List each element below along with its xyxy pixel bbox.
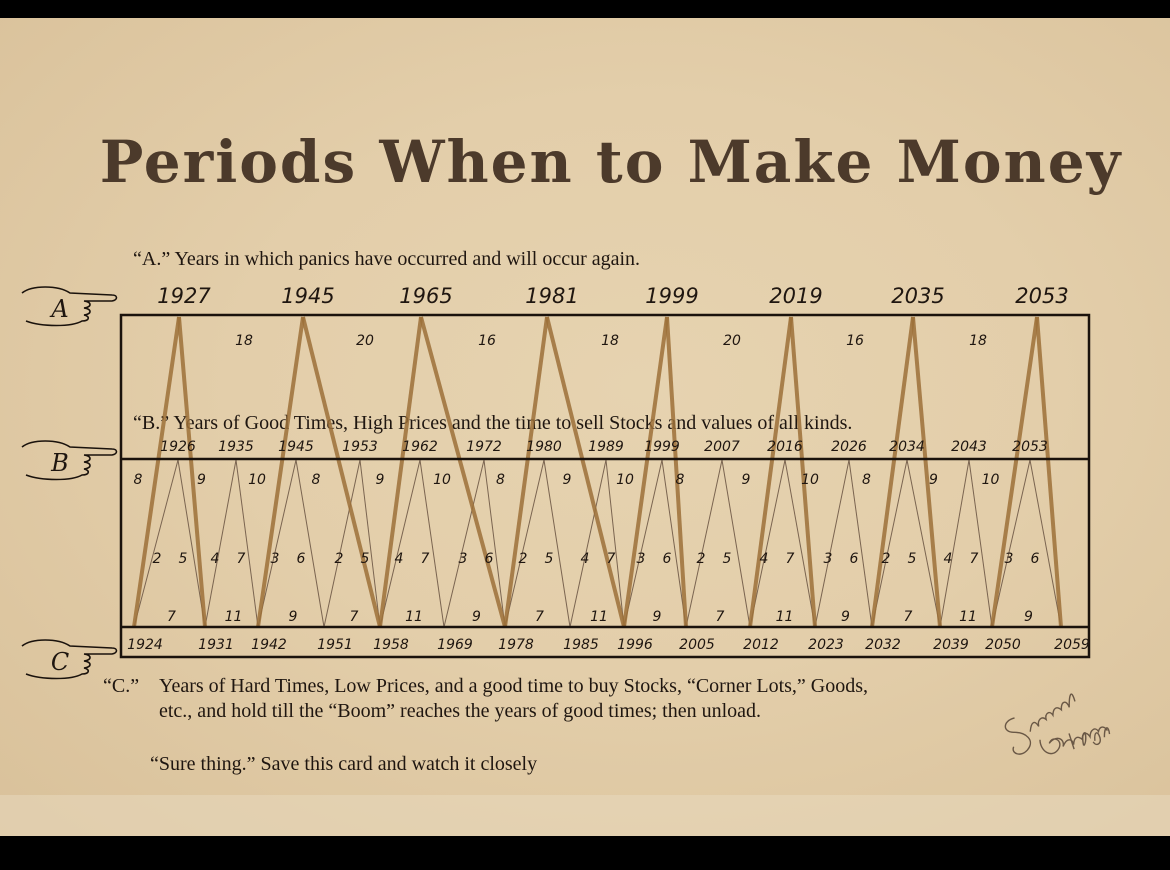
b-interval-label: 8 xyxy=(311,472,321,488)
mid-pair-label: 7 xyxy=(606,551,616,567)
c-year-label: 1951 xyxy=(317,637,353,653)
row-label-c: C xyxy=(50,648,70,676)
b-year-label: 1945 xyxy=(278,439,314,455)
mid-pair-label: 6 xyxy=(484,551,494,567)
mid-pair-label: 3 xyxy=(458,551,468,567)
c-year-label: 1969 xyxy=(437,637,473,653)
mid-pair-label: 5 xyxy=(544,551,554,567)
c-year-label: 1958 xyxy=(373,637,409,653)
c-interval-label: 7 xyxy=(715,609,725,625)
c-interval-label: 11 xyxy=(405,609,423,625)
c-interval-label: 9 xyxy=(472,609,481,625)
mid-pair-label: 5 xyxy=(722,551,732,567)
caption-c-line1: Years of Hard Times, Low Prices, and a good time to buy Stocks, “Corner Lots,” Goods, xyxy=(159,675,869,697)
mid-pair-label: 5 xyxy=(178,551,188,567)
b-year-label: 2026 xyxy=(831,439,867,455)
a-interval-label: 18 xyxy=(235,333,253,349)
c-year-label: 2023 xyxy=(808,637,844,653)
caption-c-label: “C.” xyxy=(103,675,140,697)
c-interval-label: 11 xyxy=(224,609,243,625)
b-year-label: 1989 xyxy=(588,439,624,455)
b-interval-label: 8 xyxy=(675,472,685,488)
mid-pair-label: 7 xyxy=(969,551,979,567)
c-year-label: 2032 xyxy=(865,637,901,653)
mid-pair-label: 3 xyxy=(636,551,646,567)
c-interval-label: 11 xyxy=(590,609,608,625)
b-year-label: 2034 xyxy=(889,439,925,455)
b-year-label: 1972 xyxy=(466,439,502,455)
mid-pair-label: 4 xyxy=(943,551,953,567)
c-interval-label: 7 xyxy=(167,609,176,625)
b-year-label: 1980 xyxy=(526,439,562,455)
a-interval-label: 18 xyxy=(969,333,987,349)
c-year-label: 2059 xyxy=(1054,637,1090,653)
c-year-label: 2005 xyxy=(679,637,715,653)
a-interval-label: 20 xyxy=(356,333,374,349)
b-interval-label: 9 xyxy=(741,472,751,488)
mid-pair-label: 6 xyxy=(662,551,672,567)
c-interval-label: 9 xyxy=(841,609,850,625)
caption-note: “Sure thing.” Save this card and watch it closely xyxy=(150,753,538,775)
c-year-label: 2039 xyxy=(933,637,969,653)
a-interval-label: 16 xyxy=(846,333,864,349)
a-year-label: 1999 xyxy=(645,284,699,308)
b-interval-label: 8 xyxy=(133,472,143,488)
a-year-label: 2019 xyxy=(769,284,823,308)
mid-pair-label: 2 xyxy=(881,551,891,567)
b-interval-label: 8 xyxy=(496,472,505,488)
page-title: Periods When to Make Money xyxy=(99,128,1123,196)
mid-pair-label: 2 xyxy=(696,551,706,567)
b-year-label: 1999 xyxy=(644,439,680,455)
mid-pair-label: 5 xyxy=(360,551,370,567)
mid-pair-label: 7 xyxy=(236,551,246,567)
b-interval-label: 8 xyxy=(862,472,871,488)
b-interval-label: 9 xyxy=(197,472,206,488)
b-interval-label: 10 xyxy=(616,472,634,488)
b-interval-label: 10 xyxy=(433,472,451,488)
mid-pair-label: 4 xyxy=(759,551,769,567)
a-year-label: 1945 xyxy=(281,284,335,308)
mid-pair-label: 2 xyxy=(334,551,344,567)
mid-pair-label: 4 xyxy=(394,551,404,567)
c-year-label: 2012 xyxy=(743,637,779,653)
c-interval-label: 11 xyxy=(775,609,794,625)
a-year-label: 1927 xyxy=(157,284,211,308)
c-interval-label: 7 xyxy=(535,609,544,625)
mid-pair-label: 6 xyxy=(1030,551,1040,567)
c-interval-label: 7 xyxy=(903,609,913,625)
b-interval-label: 9 xyxy=(562,472,572,488)
a-year-label: 1965 xyxy=(399,284,453,308)
b-year-label: 2007 xyxy=(704,439,740,455)
mid-pair-label: 3 xyxy=(1004,551,1014,567)
c-year-label: 2050 xyxy=(985,637,1021,653)
mid-pair-label: 6 xyxy=(849,551,859,567)
c-interval-label: 7 xyxy=(349,609,359,625)
c-interval-label: 9 xyxy=(288,609,298,625)
mid-pair-label: 4 xyxy=(210,551,220,567)
c-year-label: 1942 xyxy=(251,637,287,653)
a-interval-label: 20 xyxy=(723,333,741,349)
c-year-label: 1931 xyxy=(198,637,234,653)
a-interval-label: 18 xyxy=(601,333,619,349)
c-year-label: 1978 xyxy=(498,637,534,653)
caption-a: “A.” Years in which panics have occurred and will occur again. xyxy=(133,248,641,270)
mid-pair-label: 4 xyxy=(580,551,590,567)
a-year-label: 1981 xyxy=(525,284,579,308)
b-year-label: 1935 xyxy=(218,439,254,455)
c-year-label: 1996 xyxy=(617,637,653,653)
c-year-label: 1985 xyxy=(563,637,599,653)
b-year-label: 1926 xyxy=(160,439,196,455)
mid-pair-label: 3 xyxy=(823,551,833,567)
mid-pair-label: 6 xyxy=(296,551,306,567)
mid-pair-label: 7 xyxy=(785,551,795,567)
b-interval-label: 9 xyxy=(375,472,385,488)
caption-b: “B.” Years of Good Times, High Prices and the time to sell Stocks and values of all kinds. xyxy=(133,412,853,434)
mid-pair-label: 7 xyxy=(420,551,430,567)
mid-pair-label: 2 xyxy=(518,551,528,567)
c-interval-label: 9 xyxy=(652,609,662,625)
b-year-label: 2043 xyxy=(951,439,987,455)
caption-c-line2: etc., and hold till the “Boom” reaches the years of good times; then unload. xyxy=(159,700,762,722)
a-year-label: 2035 xyxy=(891,284,945,308)
b-interval-label: 10 xyxy=(248,472,266,488)
b-year-label: 1953 xyxy=(342,439,378,455)
mid-pair-label: 5 xyxy=(907,551,917,567)
b-interval-label: 10 xyxy=(981,472,1000,488)
b-interval-label: 10 xyxy=(801,472,819,488)
c-interval-label: 11 xyxy=(959,609,977,625)
b-year-label: 1962 xyxy=(402,439,438,455)
c-year-label: 1924 xyxy=(127,637,163,653)
b-year-label: 2016 xyxy=(767,439,803,455)
b-year-label: 2053 xyxy=(1012,439,1048,455)
c-interval-label: 9 xyxy=(1024,609,1033,625)
row-label-b: B xyxy=(51,449,69,477)
row-label-a: A xyxy=(51,295,69,323)
mid-pair-label: 3 xyxy=(270,551,280,567)
b-interval-label: 9 xyxy=(929,472,938,488)
mid-pair-label: 2 xyxy=(152,551,162,567)
a-year-label: 2053 xyxy=(1015,284,1069,308)
a-interval-label: 16 xyxy=(478,333,496,349)
